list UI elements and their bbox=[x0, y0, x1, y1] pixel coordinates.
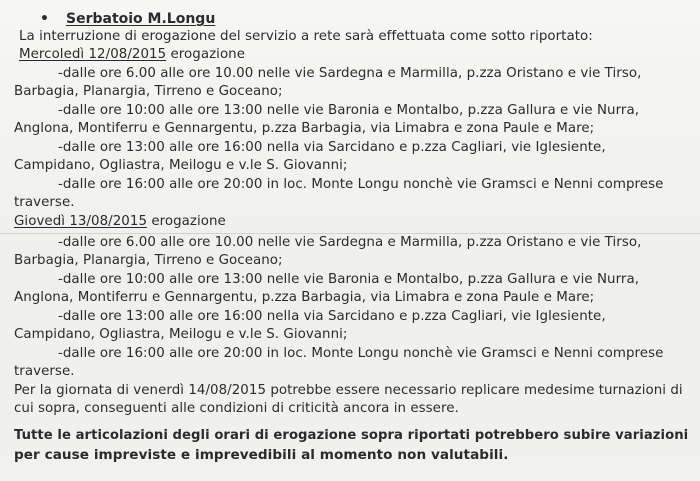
day2-line-4: Anglona, Montiferru e Gennargentu, p.zza Barbagia, via Limabra e zona Paule e Mare; bbox=[14, 290, 595, 305]
day1-line-4: Anglona, Montiferru e Gennargentu, p.zza Barbagia, via Limabra e zona Paule e Mare; bbox=[14, 121, 595, 136]
warning-line-1: Tutte le articolazioni degli orari di erogazione sopra riportati potrebbero subire variazioni bbox=[14, 428, 689, 443]
day2-line-5: -dalle ore 13:00 alle ore 16:00 nella via Sarcidano e p.zza Cagliari, vie Iglesiente, bbox=[58, 309, 606, 324]
day2-line-3: -dalle ore 10:00 alle ore 13:00 nelle vie Baronia e Montalbo, p.zza Gallura e vie Nurra, bbox=[58, 272, 640, 287]
day1-line-7: -dalle ore 16:00 alle ore 20:00 in loc. Monte Longu nonchè vie Gramsci e Nenni comprese bbox=[58, 177, 664, 192]
day1-line-5: -dalle ore 13:00 alle ore 16:00 nella via Sarcidano e p.zza Cagliari, vie Iglesiente, bbox=[58, 140, 606, 155]
day1-line-2: Barbagia, Planargia, Tirreno e Goceano; bbox=[14, 84, 283, 99]
day2-line-6: Campidano, Ogliastra, Meilogu e v.le S. Giovanni; bbox=[14, 327, 348, 342]
day1-line-3: -dalle ore 10:00 alle ore 13:00 nelle vie Baronia e Montalbo, p.zza Gallura e vie Nurra, bbox=[58, 103, 640, 118]
section-title: Serbatoio M.Longu bbox=[66, 11, 216, 27]
warning-line-2: per cause impreviste e imprevedibili al momento non valutabili. bbox=[14, 447, 509, 463]
day1-line-1: -dalle ore 6.00 alle ore 10.00 nelle vie Sardegna e Marmilla, p.zza Oristano e vie Tirso, bbox=[58, 66, 642, 81]
day1-heading bbox=[19, 47, 245, 63]
day2-line-7: -dalle ore 16:00 alle ore 20:00 in loc. Monte Longu nonchè vie Gramsci e Nenni comprese bbox=[58, 346, 664, 361]
day2-heading bbox=[14, 214, 226, 230]
section-heading bbox=[40, 11, 215, 27]
day1-label: erogazione bbox=[166, 47, 246, 62]
day1-line-8: traverse. bbox=[14, 195, 75, 210]
day1-date: Mercoledì 12/08/2015 bbox=[19, 47, 167, 62]
scan-fold-line bbox=[0, 233, 700, 234]
day2-date: Giovedì 13/08/2015 bbox=[14, 214, 148, 229]
day2-line-1: -dalle ore 6.00 alle ore 10.00 nelle vie Sardegna e Marmilla, p.zza Oristano e vie Tirso, bbox=[58, 235, 642, 250]
note-line-2: cui sopra, conseguenti alle condizioni di criticità ancora in essere. bbox=[14, 401, 459, 416]
bullet-icon: • bbox=[40, 11, 49, 27]
day1-line-6: Campidano, Ogliastra, Meilogu e v.le S. Giovanni; bbox=[14, 158, 348, 173]
day2-line-2: Barbagia, Planargia, Tirreno e Goceano; bbox=[14, 253, 283, 268]
intro-text: La interruzione di erogazione del servizio a rete sarà effettuata come sotto riportato: bbox=[19, 29, 593, 44]
day2-label: erogazione bbox=[147, 214, 226, 229]
note-line-1: Per la giornata di venerdì 14/08/2015 potrebbe essere necessario replicare medesime turnazioni di bbox=[14, 383, 683, 398]
day2-line-8: traverse. bbox=[14, 364, 75, 379]
